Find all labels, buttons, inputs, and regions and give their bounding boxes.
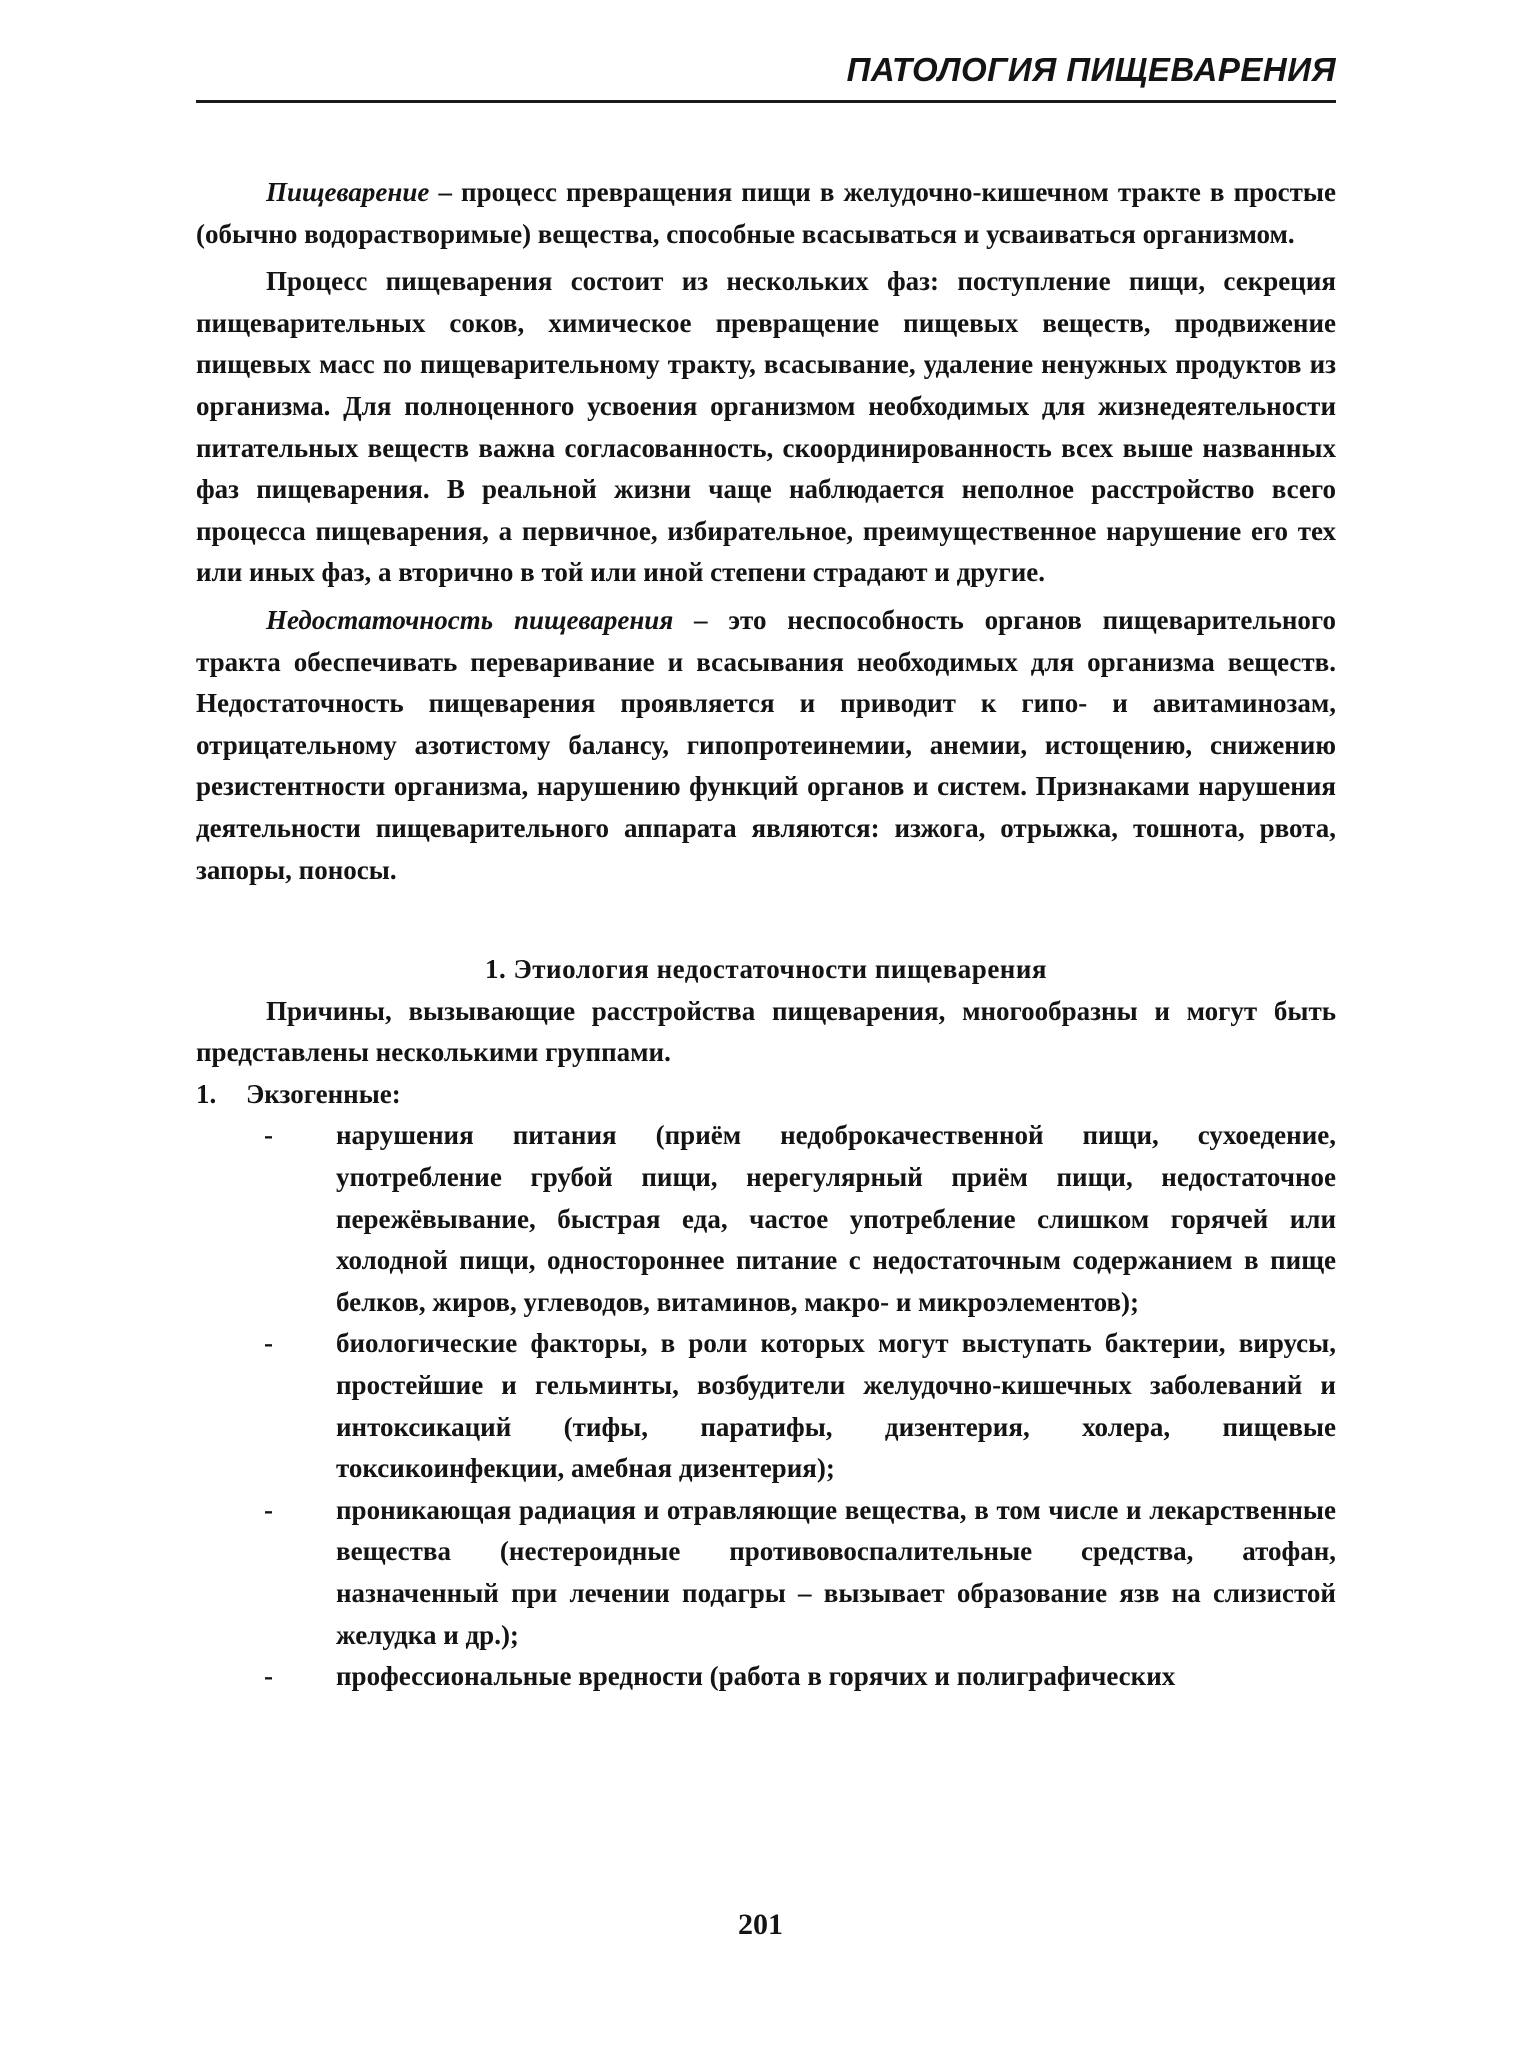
- paragraph-digestion-phases: Процесс пищеварения состоит из нескольких фаз: поступление пищи, секреция пищеварительных соков, химическое превращение пищевых веществ, продвижение пищевых масс по пищеварительному тракту, всасывание, удаление ненужных продуктов из организма. Для полноценного усвоения организмом необходимых для жизнедеятельности питательных веществ важна согласованность, скоординированность всех выше названных фаз пищеварения. В реальной жизни чаще наблюдается неполное расстройство всего процесса пищеварения, а первичное, избирательное, преимущественное нарушение его тех или иных фаз, а вторично в той или иной степени страдают и другие.: [196, 266, 1336, 588]
- bullet-marker: -: [264, 1120, 273, 1151]
- list-item: [264, 1656, 1336, 1698]
- enum-number: 1.: [196, 1078, 217, 1109]
- enum-group-exogenous: [196, 1074, 1336, 1116]
- term-insufficiency: Недостаточность пищеварения: [266, 604, 674, 635]
- term-digestion: Пищеварение: [266, 177, 430, 207]
- list-item: [264, 1323, 1336, 1489]
- enum-label: Экзогенные:: [246, 1078, 401, 1109]
- running-header-title: ПАТОЛОГИЯ ПИЩЕВАРЕНИЯ: [846, 51, 1336, 88]
- running-header: [196, 48, 1336, 103]
- definition-text-insufficiency: – это неспособность органов пищеварительного тракта обеспечивать переваривание и всасывания необходимых для организма веществ. Недостаточность пищеварения проявляется и приводит к гипо- и авитаминозам, отрицательному азотистому балансу, гипопротеинемии, анемии, истощению, снижению резистентности организма, нарушению функций органов и систем. Признаками нарушения деятельности пищеварительного аппарата являются: изжога, отрыжка, тошнота, рвота, запоры, поносы.: [196, 604, 1336, 885]
- list-item-text: профессиональные вредности (работа в горячих и полиграфических: [336, 1661, 1176, 1692]
- section-heading-etiology: 1. Этиология недостаточности пищеварения: [484, 954, 1048, 985]
- definition-paragraph-insufficiency: [196, 600, 1336, 891]
- exogenous-causes-list: [196, 1115, 1336, 1697]
- list-item-text: биологические факторы, в роли которых могут выступать бактерии, вирусы, простейшие и гельминты, возбудители желудочно-кишечных заболеваний и интоксикаций (тифы, паратифы, дизентерия, холера, пищевые токсикоинфекции, амебная дизентерия);: [336, 1328, 1336, 1484]
- bullet-marker: -: [264, 1494, 273, 1525]
- section-intro-paragraph: Причины, вызывающие расстройства пищеварения, многообразны и могут быть представлены несколькими группами.: [196, 995, 1336, 1068]
- page-number: 201: [738, 1908, 783, 1941]
- list-item: [264, 1115, 1336, 1323]
- list-item-text: нарушения питания (приём недоброкачественной пищи, сухоедение, употребление грубой пищи, нерегулярный приём пищи, недостаточное пережёвывание, быстрая еда, частое употребление слишком горячей или холодной пищи, одностороннее питание с недостаточным содержанием в пище белков, жиров, углеводов, витаминов, макро- и микроэлементов);: [336, 1120, 1336, 1317]
- list-item: [264, 1490, 1336, 1656]
- definition-paragraph-digestion: [196, 172, 1336, 255]
- bullet-marker: -: [264, 1661, 273, 1692]
- definition-text-digestion: – процесс превращения пищи в желудочно-кишечном тракте в простые (обычно водорастворимые) вещества, способные всасываться и усваиваться организмом.: [196, 177, 1336, 249]
- list-item-text: проникающая радиация и отравляющие вещества, в том числе и лекарственные вещества (нестероидные противовоспалительные средства, атофан, назначенный при лечении подагры – вызывает образование язв на слизистой желудка и др.);: [336, 1494, 1336, 1650]
- bullet-marker: -: [264, 1328, 273, 1359]
- page-body: [196, 172, 1336, 1698]
